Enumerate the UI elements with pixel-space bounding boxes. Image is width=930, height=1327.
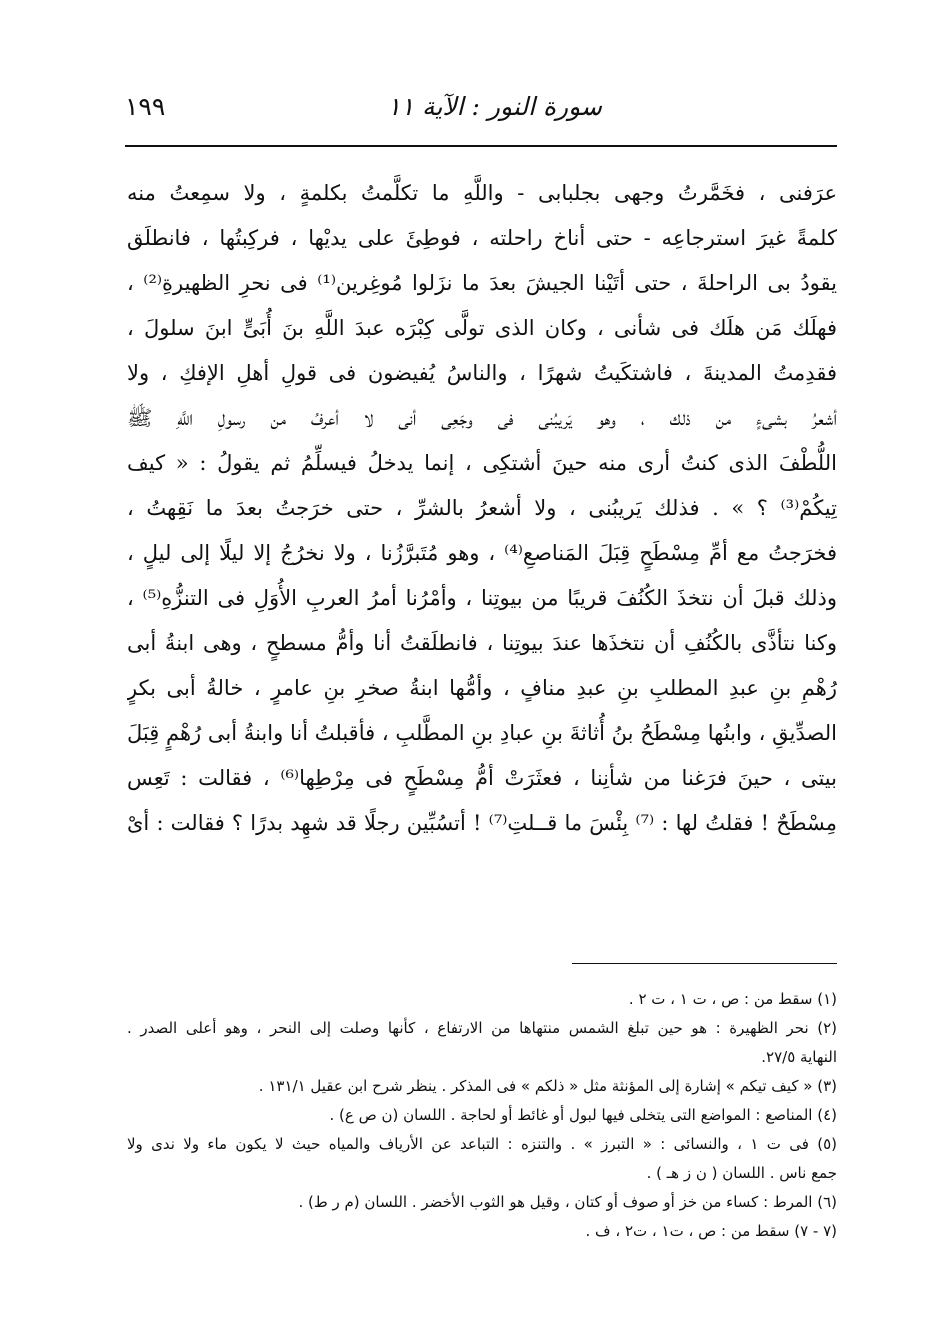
page-number: ١٩٩ bbox=[125, 92, 166, 121]
text-line: أشعرُ بشىءٍ من ذلك ، وهو يَريبُنى فى وجَعِى أنى لا أعرفُ من رسولِ اللَّهِ ﷺ bbox=[127, 406, 837, 430]
main-text bbox=[127, 171, 837, 846]
text-line: رُهْمِ بنِ عبدِ المطلبِ بنِ عبدِ منافٍ ، وأمُّها ابنةُ صخرِ بنِ عامرٍ ، خالةُ أبى بكرٍ bbox=[127, 676, 837, 700]
text-line: الصدِّيقِ ، وابنُها مِسْطَحُ بنُ أُثاثةَ بنِ عبادِ بنِ المطَّلبِ ، فأقبلتُ أنا وابنةُ أبى رُهْمٍ قِبَلَ bbox=[127, 721, 837, 745]
text-line: تِيكُمْ⁽³⁾ ؟ » . فذلك يَريبُنى ، ولا أشعرُ بالشرِّ ، حتى خرَجتُ بعدَ ما نَقِهتُ ، bbox=[127, 496, 837, 520]
footnote: (٥) فى ت ١ ، والنسائى : « التبرز » . والتنزه : التباعد عن الأرياف والمياه حيث لا يكون ماء ولا ندى ولا bbox=[127, 1135, 837, 1153]
text-line: بيتى ، حينَ فرَغنا من شأنِنا ، فعثَرَتْ أمُّ مِسْطَحٍ فى مِرْطِها⁽⁶⁾ ، فقالت : تَعِس bbox=[127, 766, 837, 790]
footnote: (٤) المناصع : المواضع التى يتخلى فيها لبول أو غائط أو لحاجة . اللسان (ن ص ع) . bbox=[329, 1106, 837, 1124]
text-line: وذلك قبلَ أن نتخذَ الكُنُفَ قريبًا من بيوتِنا ، وأمْرُنا أمرُ العربِ الأُوَلِ فى التنزُّهِ⁽⁵⁾ ، bbox=[127, 586, 837, 610]
page-header bbox=[125, 90, 837, 136]
footnote: (١) سقط من : ص ، ت ١ ، ت ٢ . bbox=[628, 990, 837, 1008]
header-divider bbox=[125, 145, 837, 147]
text-line: اللُّطْفَ الذى كنتُ أرى منه حينَ أشتكِى ، إنما يدخلُ فيسلِّمُ ثم يقولُ : « كيف bbox=[127, 451, 837, 475]
text-line: وكنا نتأذَّى بالكُنُفِ أن نتخذَها عندَ بيوتِنا ، فانطلَقتُ أنا وأمُّ مسطحٍ ، وهى ابنةُ أبى bbox=[127, 631, 837, 655]
footnote: (٦) المرط : كساء من خز أو صوف أو كتان ، وقيل هو الثوب الأخضر . اللسان (م ر ط) . bbox=[298, 1193, 837, 1211]
footnote-continuation: جمع ناس . اللسان ( ن ز هـ ) . bbox=[646, 1164, 837, 1182]
text-line: مِسْطَحٌ ! فقلتُ لها : ⁽⁷⁾ بِئْسَ ما قــلتِ⁽⁷⁾ ! أتسُبِّين رجلًا قد شهِد بدرًا ؟ فقالت : أىْ bbox=[127, 811, 837, 835]
text-line: فقدِمتُ المدينةَ ، فاشتكَيتُ شهرًا ، والناسُ يُفيضون فى قولِ أهلِ الإفكِ ، ولا bbox=[127, 361, 837, 385]
text-line: كلمةً غيرَ استرجاعِه - حتى أناخ راحلته ، فوطِئَ على يديْها ، فركِبتُها ، فانطلَق bbox=[127, 226, 837, 250]
text-line: يقودُ بى الراحلةَ ، حتى أتَيْنا الجيشَ بعدَ ما نزَلوا مُوغِرين⁽¹⁾ فى نحرِ الظهيرةِ⁽²⁾ ، bbox=[127, 271, 837, 295]
footnote-continuation: النهاية ٢٧/٥. bbox=[761, 1048, 837, 1066]
footnote: (٣) « كيف تيكم » إشارة إلى المؤنثة مثل « ذلكم » فى المذكر . ينظر شرح ابن عقيل ١٣١/١ . bbox=[258, 1077, 837, 1095]
footnote: (٧ - ٧) سقط من : ص ، ت١ ، ت٢ ، ف . bbox=[585, 1222, 837, 1240]
text-line: فخرَجتُ مع أمِّ مِسْطَحٍ قِبَلَ المَناصعِ⁽⁴⁾ ، وهو مُتَبرَّزُنا ، ولا نخرُجُ إلا ليلًا إلى ليلٍ ، bbox=[127, 541, 837, 565]
footnotes bbox=[127, 985, 837, 1246]
text-line: فهلَك مَن هلَك فى شأنى ، وكان الذى تولَّى كِبْرَه عبدَ اللَّهِ بنَ أُبَىٍّ ابنَ سلولَ ، bbox=[127, 316, 837, 340]
running-title: سورة النور : الآية ١١ bbox=[387, 92, 602, 121]
text-line: عرَفنى ، فخَمَّرتُ وجهى بجلبابى - واللَّهِ ما تكلَّمتُ بكلمةٍ ، ولا سمِعتُ منه bbox=[127, 181, 837, 205]
footnote: (٢) نحر الظهيرة : هو حين تبلغ الشمس منتهاها من الارتفاع ، كأنها وصلت إلى النحر ، وهو أعلى الصدر . bbox=[127, 1019, 837, 1037]
footnote-divider bbox=[572, 963, 837, 964]
